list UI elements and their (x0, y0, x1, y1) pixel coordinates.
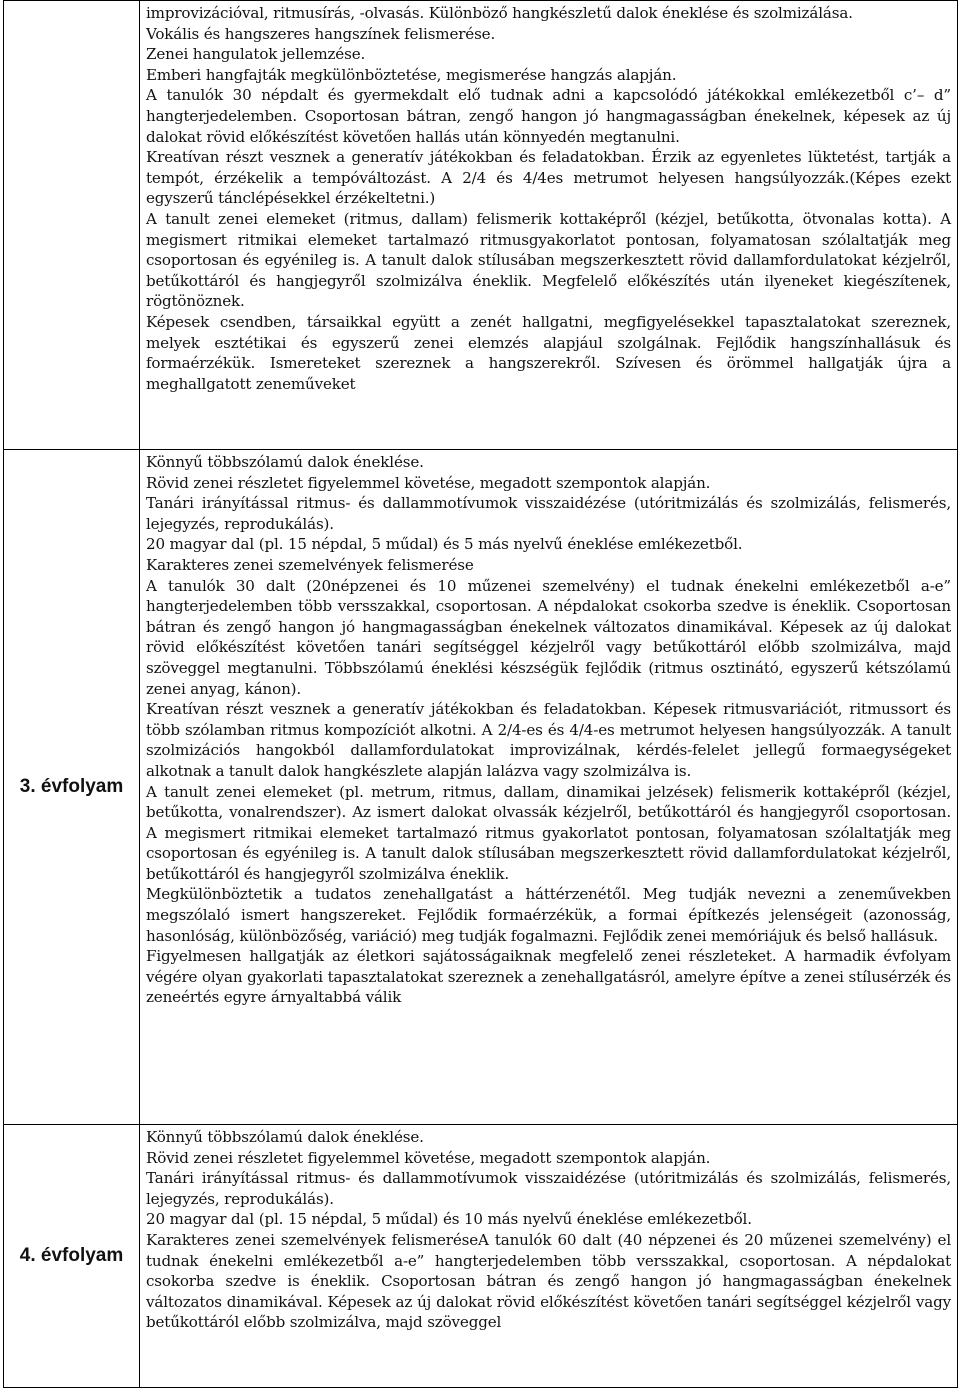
paragraph: A tanult zenei elemeket (pl. metrum, ritmus, dallam, dinamikai jelzések) felismerik kottaképről (kézjel, betűkotta, vonalrendszer). Az ismert dalokat olvassák kézjelről, betűkottáról és hangjegyről csoportosan. A megismert ritmikai elemeket tartalmazó ritmus gyakorlatot pontosan, folyamatosan szólaltatják meg csoportosan és egyénileg is. A tanult dalok stílusában megszerkesztett rövid dallamfordulatokat kézjelről, betűkottáról és hangjegyről szolmizálva éneklik. (146, 782, 951, 883)
table-row (4, 450, 958, 1125)
paragraph: Könnyű többszólamú dalok éneklése. (146, 1128, 424, 1146)
paragraph: Kreatívan részt vesznek a generatív játékokban és feladatokban. Érzik az egyenletes lüktetést, tartják a tempót, érzékelik a tempóváltozást. A 2/4 és 4/4es metrumot helyesen hangsúlyozzák.(Képes ezekt egyszerű tánclépésekkel érzékeltetni.) (146, 148, 951, 208)
paragraph: Kreatívan részt vesznek a generatív játékokban és feladatokban. Képesek ritmusvariációt, ritmussort és több szólamban ritmus kompozíciót alkotni. A 2/4-es és 4/4-es metrumot helyesen hangsúlyozzák. A tanult szolmizációs hangokból dallamfordulatokat improvizálnak, kérdés-felelet jellegű formaegységeket alkotnak a tanult dalok hangkészlete alapján lalázva vagy szolmizálva is. (146, 700, 951, 780)
content-cell (140, 1125, 958, 1388)
paragraph: Vokális és hangszeres hangszínek felismerése. (146, 24, 496, 43)
grade-label-cell (4, 1, 140, 450)
paragraph: Tanári irányítással ritmus- és dallammotívumok visszaidézése (utóritmizálás és szolmizálás, felismerés, lejegyzés, reprodukálás). (146, 494, 951, 533)
table-row (4, 1125, 958, 1388)
table-row (4, 1, 958, 450)
paragraph: Képesek csendben, társaikkal együtt a zenét hallgatni, megfigyelésekkel tapasztalatokat szereznek, melyek esztétikai és egyszerű zenei elemzés alapjául szolgálnak. Fejlődik hangszínhallásuk és formaérzékük. Ismereteket szereznek a hangszerekről. Szívesen és örömmel hallgatják újra a meghallgatott zeneműveket (146, 312, 951, 393)
paragraph: Karakteres zenei szemelvények felismerése (146, 555, 474, 574)
paragraph: Tanári irányítással ritmus- és dallammotívumok visszaidézése (utóritmizálás és szolmizálás, felismerés, lejegyzés, reprodukálás). (146, 1169, 951, 1208)
paragraph: A tanulók 30 dalt (20népzenei és 10 műzenei szemelvény) el tudnak énekelni emlékezetből a-e” hangterjedelemben több versszakkal, csoportosan. A népdalokat csokorba szedve is éneklik. Csoportosan bátran és zengő hangon jó hangmagasságban énekelnek változatos dinamikával. Képesek az új dalokat rövid előkészítést követően tanári segítséggel kézjelről vagy betűkottáról előbb szolmizálva, majd szöveggel megtanulni. Többszólamú éneklési készségük fejlődik (ritmus osztinátó, egyszerű kétszólamú zenei anyag, kánon). (146, 576, 951, 698)
paragraph: 20 magyar dal (pl. 15 népdal, 5 műdal) és 10 más nyelvű éneklése emlékezetből. (146, 1210, 752, 1229)
paragraph: A tanulók 30 népdalt és gyermekdalt elő tudnak adni a kapcsolódó játékokkal emlékezetből c’– d” hangterjedelemben. Csoportosan bátran, zengő hangon jó hangmagasságban énekelnek, képesek az új dalokat rövid előkészítést követően hallás után könnyedén megtanulni. (146, 86, 951, 146)
grade-label-cell (4, 450, 140, 1125)
paragraph: Könnyű többszólamú dalok éneklése. (146, 453, 424, 471)
grade-label: 4. évfolyam (19, 1245, 124, 1266)
content-cell (140, 1, 958, 450)
paragraph: Megkülönböztetik a tudatos zenehallgatást a háttérzenétől. Meg tudják nevezni a zeneművekben megszólaló ismert hangszereket. Fejlődik formaérzékük, a formai építkezés jelenségeit (azonosság, hasonlóság, különbözőség, variáció) meg tudják fogalmazni. Fejlődik zenei memóriájuk és belső hallásuk. (146, 885, 951, 945)
paragraph: improvizációval, ritmusírás, -olvasás. Különböző hangkészletű dalok éneklése és szolmizálása. (146, 4, 853, 22)
paragraph: Karakteres zenei szemelvények felismeréseA tanulók 60 dalt (40 népzenei és 20 műzenei szemelvény) el tudnak énekelni emlékezetből a-e” hangterjedelemben több versszakkal, csoportosan. A népdalokat csokorba szedve is éneklik. Csoportosan bátran és zengő hangon jó hangmagasságban énekelnek változatos dinamikával. Képesek az új dalokat rövid előkészítést követően tanári segítséggel kézjelről vagy betűkottáról előbb szolmizálva, majd szöveggel (146, 1230, 951, 1332)
grade-label: 3. évfolyam (19, 776, 124, 797)
paragraph: Emberi hangfajták megkülönböztetése, megismerése hangzás alapján. (146, 65, 677, 84)
curriculum-table (3, 0, 958, 1388)
paragraph: Figyelmesen hallgatják az életkori sajátosságaiknak megfelelő zenei részleteket. A harmadik évfolyam végére olyan gyakorlati tapasztalatokat szereznek a zenehallgatásról, amelyre építve a zenei stílusérzék és zeneértés egyre árnyaltabbá válik (146, 947, 951, 1007)
paragraph: Rövid zenei részletet figyelemmel követése, megadott szempontok alapján. (146, 473, 711, 492)
paragraph: Zenei hangulatok jellemzése. (146, 45, 366, 64)
grade-label-cell (4, 1125, 140, 1388)
paragraph: Rövid zenei részletet figyelemmel követése, megadott szempontok alapján. (146, 1148, 711, 1167)
content-cell (140, 450, 958, 1125)
paragraph: A tanult zenei elemeket (ritmus, dallam) felismerik kottaképről (kézjel, betűkotta, ötvonalas kotta). A megismert ritmikai elemeket tartalmazó ritmusgyakorlatot pontosan, folyamatosan szólaltatják meg csoportosan és egyénileg is. A tanult dalok stílusában megszerkesztett rövid dallamfordulatokat kézjelről, betűkottáról és hangjegyről szolmizálva éneklik. Megfelelő előkészítés után ilyeneket kiegészítenek, rögtönöznek. (146, 209, 951, 311)
paragraph: 20 magyar dal (pl. 15 népdal, 5 műdal) és 5 más nyelvű éneklése emlékezetből. (146, 535, 743, 554)
